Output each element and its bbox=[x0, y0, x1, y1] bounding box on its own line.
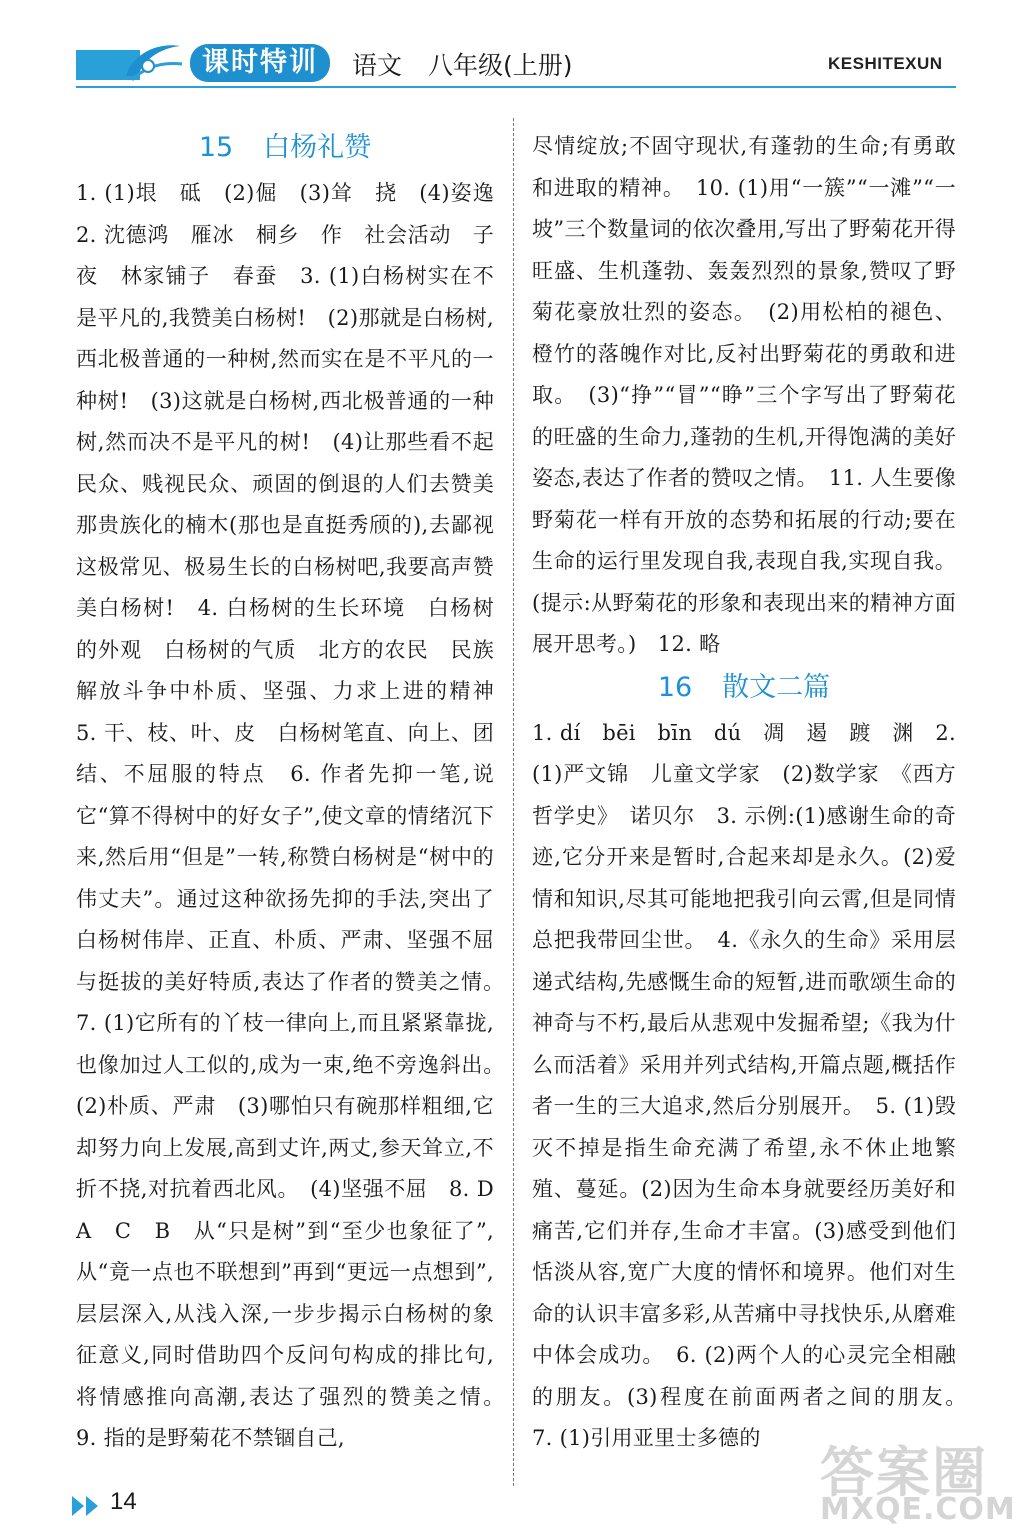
section-heading-15 bbox=[76, 126, 494, 170]
right-column bbox=[532, 126, 978, 1460]
column-divider bbox=[513, 118, 514, 1486]
header-rule bbox=[76, 86, 956, 88]
section-title: 白杨礼赞 bbox=[263, 132, 372, 163]
grade-label: 八年级(上册) bbox=[428, 51, 573, 80]
section-number: 16 bbox=[657, 671, 693, 703]
brand-logo-text: 课时特训 bbox=[190, 44, 330, 82]
watermark-url: MXQE.COM bbox=[820, 1492, 1016, 1527]
answer-text: 1. (1)垠 砥 (2)倔 (3)耸 挠 (4)姿逸 2. 沈德鸿 雁冰 桐乡 作 社会活动 子夜 林家铺子 春蚕 3. (1)白杨树实在不是平凡的,我赞美白杨树! (2)那就是白杨树,西北极普通的一种树,然而实在是不平凡的一种树! (3)这就是白杨树,西北极普通的一种树,然而决不是平凡的树! (4)让那些看不起民众、贱视民众、顽固的倒退的人们去赞美那贵族化的楠木(那也是直挺秀颀的),去鄙视这极常见、极易生长的白杨树吧,我要高声赞美白杨树! 4. 白杨树的生长环境 白杨树的外观 白杨树的气质 北方的农民 民族解放斗争中朴质、坚强、力求上进的精神 5. 干、枝、叶、皮 白杨树笔直、向上、团结、不屈服的特点 6. 作者先抑一笔,说它“算不得树中的好女子”,使文章的情绪沉下来,然后用“但是”一转,称赞白杨树是“树中的伟丈夫”。通过这种欲扬先抑的手法,突出了白杨树伟岸、正直、朴质、严肃、坚强不屈与挺拔的美好特质,表达了作者的赞美之情。 7. (1)它所有的丫枝一律向上,而且紧紧靠拢,也像加过人工似的,成为一束,绝不旁逸斜出。 (2)朴质、严肃 (3)哪怕只有碗那样粗细,它却努力向上发展,高到丈许,两丈,参天耸立,不折不挠,对抗着西北风。 (4)坚强不屈 8. D A C B 从“只是树”到“至少也象征了”,从“竟一点也不联想到”再到“更远一点想到”,层层深入,从浅入深,一步步揭示白杨树的象征意义,同时借助四个反问句构成的排比句,将情感推向高潮,表达了强烈的赞美之情。 9. 指的是野菊花不禁锢自己, bbox=[76, 181, 516, 1450]
double-chevron-right-icon bbox=[70, 1494, 106, 1518]
section-number: 15 bbox=[198, 132, 234, 163]
page-header bbox=[0, 0, 1026, 100]
section-heading-16 bbox=[532, 666, 956, 710]
answer-text: 1. dí bēi bīn dú 凋 遏 踱 渊 2. (1)严文锦 儿童文学家 (2)数学家 《西方哲学史》 诺贝尔 3. 示例:(1)感谢生命的奇迹,它分开来是暂时,合起来却是永久。(2)爱情和知识,尽其可能地把我引向云霄,但是同情总把我带回尘世。 4.《永久的生命》采用层递式结构,先感慨生命的短暂,进而歌颂生命的神奇与不朽,最后从悲观中发掘希望;《我为什么而活着》采用并列式结构,开篇点题,概括作者一生的三大追求,然后分别展开。 5. (1)毁灭不掉是指生命充满了希望,永不休止地繁殖、蔓延。(2)因为生命本身就要经历美好和痛苦,它们并存,生命才丰富。(3)感受到他们恬淡从容,宽广大度的情怀和境界。他们对生命的认识丰富多彩,从苦痛中寻找快乐,从磨难中体会成功。 6. (2)两个人的心灵完全相融的朋友。(3)程度在前面两者之间的朋友。 7. (1)引用亚里士多德的 bbox=[532, 720, 978, 1450]
watermark-text: 答案圈 bbox=[820, 1441, 988, 1504]
subject-label: 语文 bbox=[352, 51, 403, 80]
book-title bbox=[352, 46, 573, 82]
page-number: 14 bbox=[110, 1488, 137, 1515]
section-title: 散文二篇 bbox=[722, 671, 831, 703]
answer-text-continued: 尽情绽放;不固守现状,有蓬勃的生命;有勇敢和进取的精神。 10. (1)用“一簇”“一滩”“一坡”三个数量词的依次叠用,写出了野菊花开得旺盛、生机蓬勃、轰轰烈烈的景象,赞叹了野菊花豪放壮烈的姿态。 (2)用松柏的褪色、橙竹的落魄作对比,反衬出野菊花的勇敢和进取。 (3)“挣”“冒”“睁”三个字写出了野菊花的旺盛的生命力,蓬勃的生机,开得饱满的美好姿态,表达了作者的赞叹之情。 11. 人生要像野菊花一样有开放的态势和拓展的行动;要在生命的运行里发现自我,表现自我,实现自我。(提示:从野菊花的形象和表现出来的精神方面展开思考。) 12. 略 bbox=[532, 134, 956, 656]
left-column bbox=[76, 126, 516, 1460]
swoosh-logo-icon bbox=[118, 36, 188, 88]
watermark bbox=[820, 1430, 1020, 1530]
series-name: KESHITEXUN bbox=[828, 54, 943, 73]
